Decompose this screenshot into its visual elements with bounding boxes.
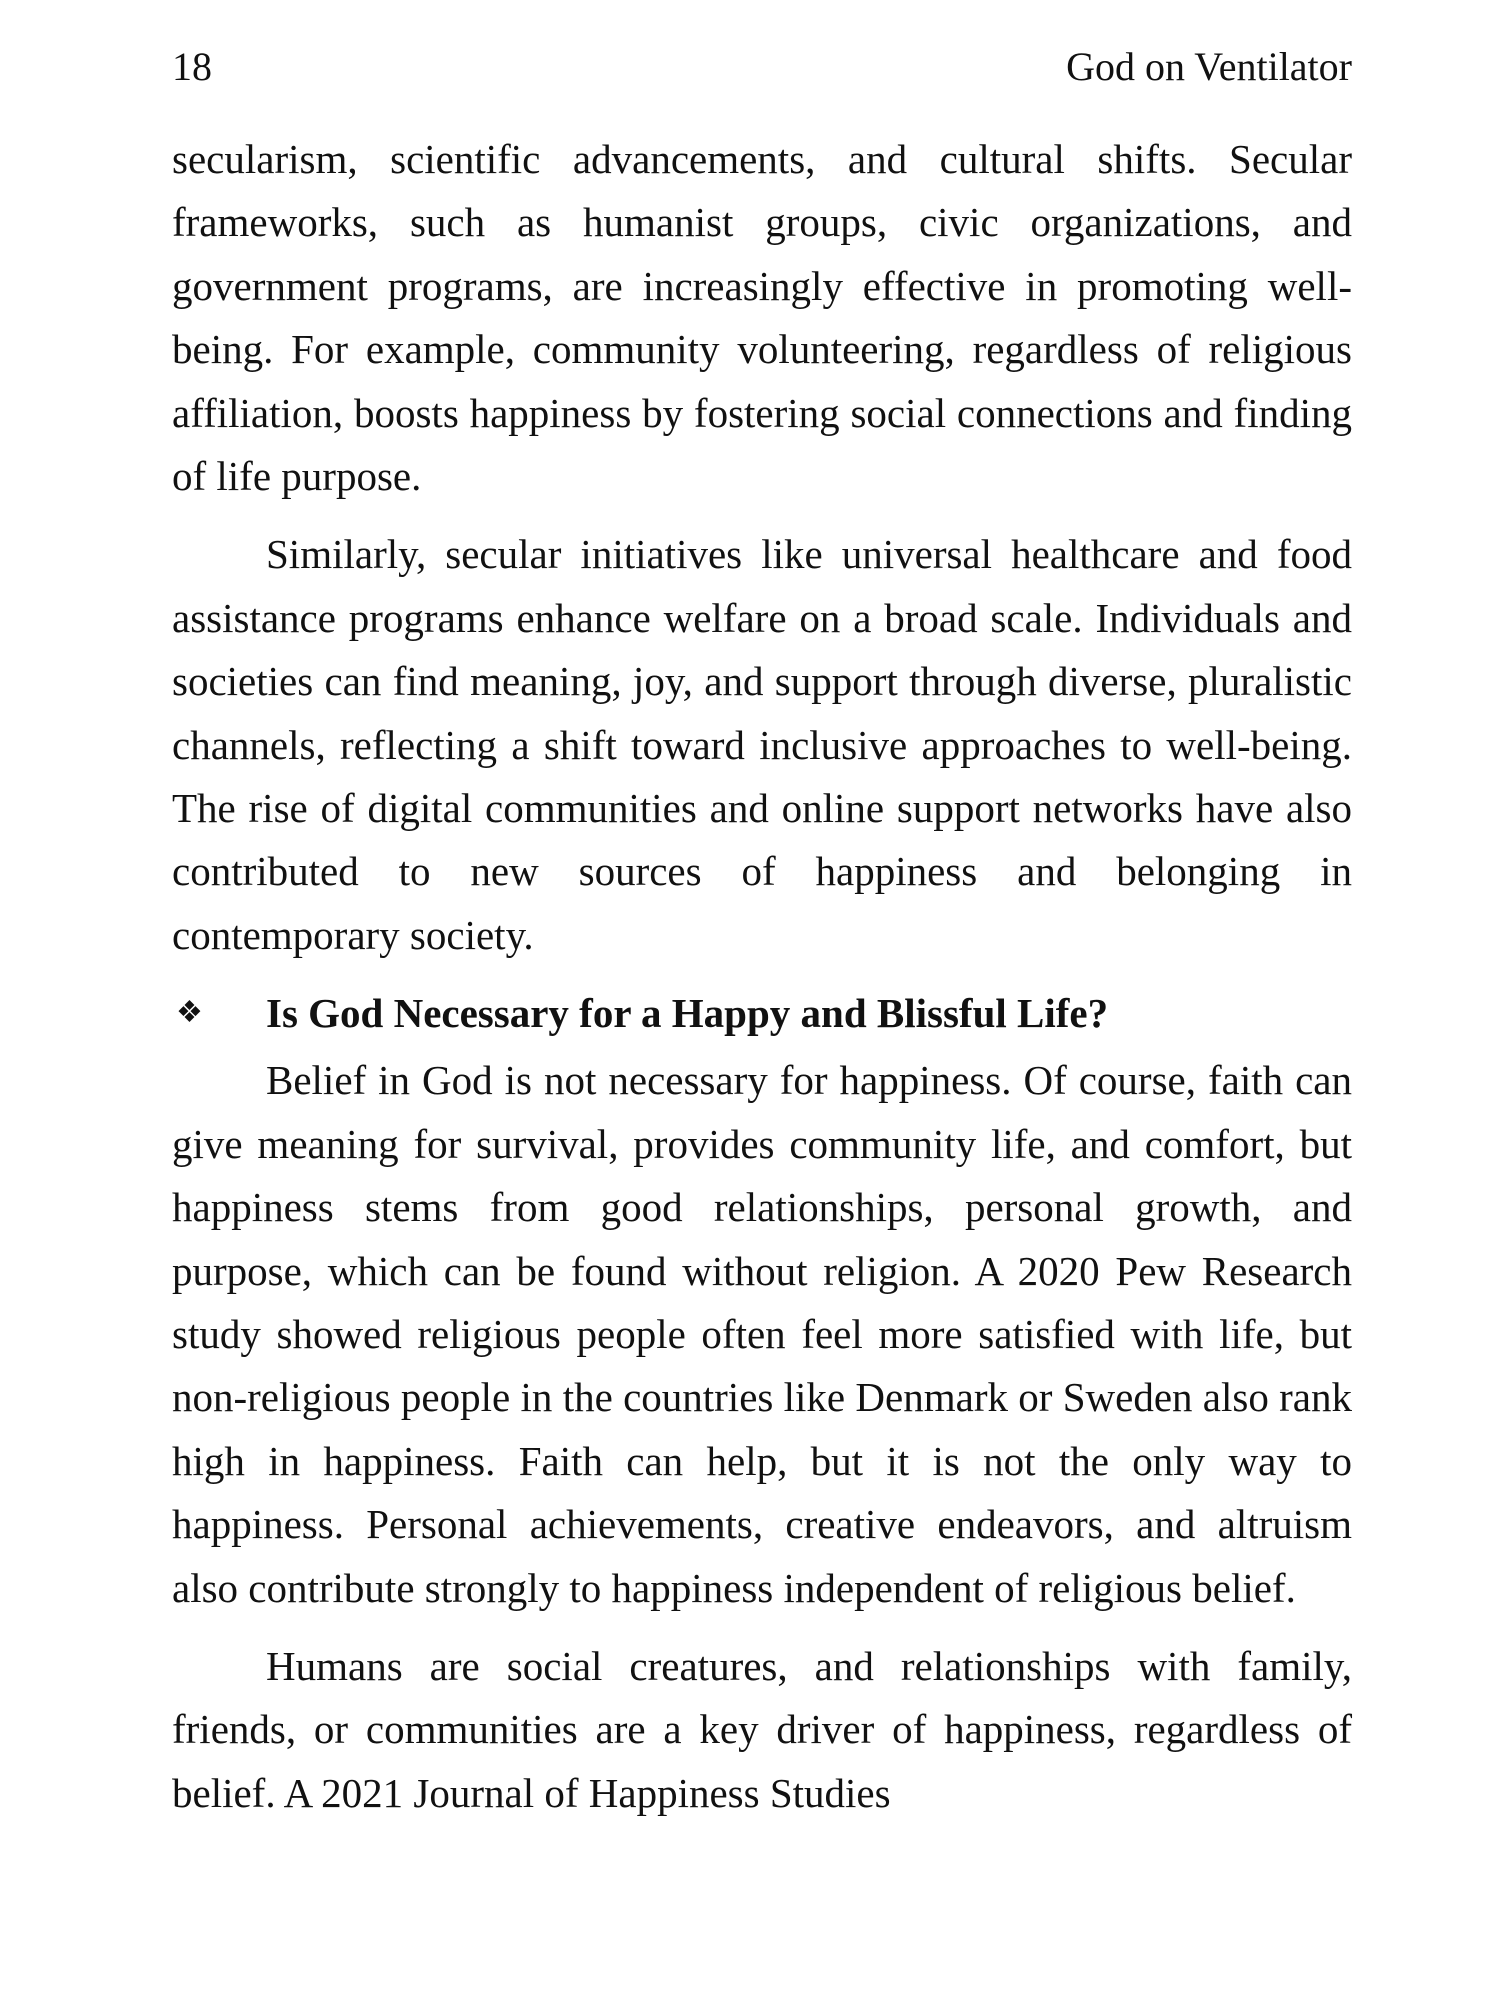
running-title: God on Ventilator: [1066, 44, 1352, 89]
diamond-bullet-icon: ❖: [176, 996, 203, 1030]
paragraph-continued: secularism, scientific advancements, and cultural shifts. Secular frameworks, such as humanist groups, civic organizations, and government programs, are increasingly effective in promoting well-being. For example, community volunteering, regardless of religious affiliation, boosts happiness by fostering social connections and finding of life purpose.: [172, 136, 1352, 500]
section-title: Is God Necessary for a Happy and Blissful Life?: [266, 990, 1109, 1037]
running-head: [172, 30, 1352, 90]
page-number: 18: [172, 44, 212, 89]
paragraph: Similarly, secular initiatives like universal healthcare and food assistance programs enhance welfare on a broad scale. Individuals and societies can find meaning, joy, and support through diverse, pluralistic channels, reflecting a shift toward inclusive approaches to well-being. The rise of digital communities and online support networks have also contributed to new sources of happiness and belonging in contemporary society.: [172, 531, 1352, 958]
paragraph: Belief in God is not necessary for happiness. Of course, faith can give meaning for survival, provides community life, and comfort, but happiness stems from good relationships, personal growth, and purpose, which can be found without religion. A 2020 Pew Research study showed religious people often feel more satisfied with life, but non-religious people in the countries like Denmark or Sweden also rank high in happiness. Faith can help, but it is not the only way to happiness. Personal achievements, creative endeavors, and altruism also contribute strongly to happiness independent of religious belief.: [172, 1057, 1352, 1611]
paragraph: Humans are social creatures, and relationships with family, friends, or communities are a key driver of happiness, regardless of belief. A 2021 Journal of Happiness Studies: [172, 1642, 1352, 1816]
section-heading: [172, 981, 1352, 1045]
body-text: [172, 128, 1352, 1825]
